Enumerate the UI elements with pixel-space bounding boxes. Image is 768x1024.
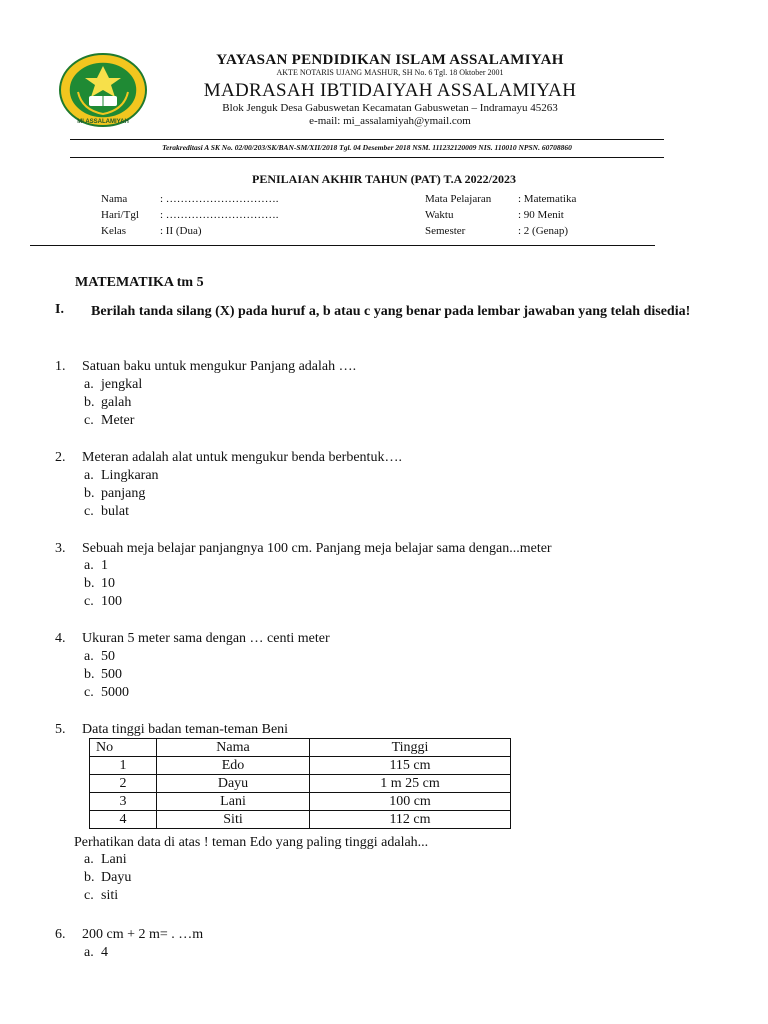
option-text: siti	[101, 888, 119, 903]
question-6	[0, 926, 768, 944]
date-field[interactable]: : ………………………….	[160, 209, 279, 221]
q1-option-b[interactable]	[84, 394, 131, 412]
option-letter: a.	[84, 377, 94, 392]
question-number: 4.	[55, 631, 66, 646]
table-cell: 1 m 25 cm	[310, 775, 511, 793]
table-cell: 4	[90, 811, 157, 829]
header-divider-top	[70, 139, 664, 140]
option-letter: c.	[84, 888, 94, 903]
name-field[interactable]: : ………………………….	[160, 193, 279, 205]
question-5-followup: Perhatikan data di atas ! teman Edo yang paling tinggi adalah...	[74, 835, 429, 850]
option-letter: c.	[84, 504, 94, 519]
question-3	[0, 540, 768, 558]
question-number: 5.	[55, 722, 66, 737]
q1-option-a[interactable]	[84, 376, 142, 394]
option-letter: c.	[84, 594, 94, 609]
option-text: 5000	[101, 685, 129, 700]
date-label: Hari/Tgl	[101, 209, 139, 221]
time-label: Waktu	[425, 209, 454, 221]
question-number: 2.	[55, 450, 66, 465]
foundation-name: YAYASAN PENDIDIKAN ISLAM ASSALAMIYAH	[216, 52, 564, 68]
option-text: jengkal	[101, 377, 143, 392]
table-cell: Lani	[157, 793, 310, 811]
table-row	[90, 757, 511, 775]
q3-option-a[interactable]	[84, 557, 108, 575]
q4-option-c[interactable]	[84, 684, 129, 702]
q2-option-b[interactable]	[84, 485, 145, 503]
subject-label: Mata Pelajaran	[425, 193, 492, 205]
option-text: Lingkaran	[101, 468, 159, 483]
question-text: Data tinggi badan teman-teman Beni	[82, 722, 289, 737]
option-text: panjang	[101, 486, 146, 501]
option-letter: b.	[84, 395, 95, 410]
table-cell: Siti	[157, 811, 310, 829]
option-text: 4	[101, 945, 108, 960]
table-cell: 3	[90, 793, 157, 811]
question-text: 200 cm + 2 m= . …m	[82, 927, 204, 942]
option-text: Dayu	[101, 870, 132, 885]
question-number: 1.	[55, 359, 66, 374]
table-header-no: No	[90, 739, 157, 757]
table-header-row	[90, 739, 511, 757]
q5-option-b[interactable]	[84, 869, 131, 887]
question-number: 3.	[55, 541, 66, 556]
time-value: : 90 Menit	[518, 209, 564, 221]
question-text: Meteran adalah alat untuk mengukur benda berbentuk….	[82, 450, 402, 465]
logo-text: MI ASSALAMIYAH	[77, 119, 129, 125]
option-text: galah	[101, 395, 132, 410]
question-2	[0, 449, 768, 467]
option-text: 100	[101, 594, 122, 609]
notary-deed: AKTE NOTARIS UJANG MASHUR, SH No. 6 Tgl. 18 Oktober 2001	[276, 68, 504, 77]
question-1	[0, 358, 768, 376]
option-letter: b.	[84, 486, 95, 501]
option-text: 1	[101, 558, 108, 573]
option-letter: a.	[84, 558, 94, 573]
question-4	[0, 630, 768, 648]
table-cell: 100 cm	[310, 793, 511, 811]
option-text: 10	[101, 576, 115, 591]
question-5	[0, 721, 768, 739]
section-heading: MATEMATIKA tm 5	[75, 275, 204, 290]
option-text: 50	[101, 649, 115, 664]
semester-value: : 2 (Genap)	[518, 225, 569, 237]
exam-title: PENILAIAN AKHIR TAHUN (PAT) T.A 2022/2023	[251, 172, 517, 186]
table-header-name: Nama	[157, 739, 310, 757]
table-cell: 115 cm	[310, 757, 511, 775]
accreditation-line: Terakreditasi A SK No. 02/00/203/SK/BAN-SM/XII/2018 Tgl. 04 Desember 2018 NSM. 111232120009 NIS. 110010 NPSN. 60708860	[162, 143, 572, 152]
question-text: Satuan baku untuk mengukur Panjang adalah ….	[82, 359, 357, 374]
instruction-text: Berilah tanda silang (X) pada huruf a, b atau c yang benar pada lembar jawaban yang telah disedia!	[91, 304, 691, 319]
q4-option-b[interactable]	[84, 666, 122, 684]
option-text: bulat	[101, 504, 129, 519]
table-cell: 1	[90, 757, 157, 775]
q5-option-a[interactable]	[84, 851, 127, 869]
q5-option-c[interactable]	[84, 887, 118, 905]
identity-divider	[30, 245, 655, 246]
option-letter: a.	[84, 945, 94, 960]
question-text: Sebuah meja belajar panjangnya 100 cm. Panjang meja belajar sama dengan...meter	[82, 541, 552, 556]
q1-option-c[interactable]	[84, 412, 134, 430]
school-address: Blok Jenguk Desa Gabuswetan Kecamatan Gabuswetan – Indramayu 45263	[222, 102, 558, 114]
option-text: 500	[101, 667, 122, 682]
q2-option-c[interactable]	[84, 503, 129, 521]
option-letter: a.	[84, 852, 94, 867]
q3-option-b[interactable]	[84, 575, 115, 593]
school-logo	[58, 52, 148, 128]
q4-option-a[interactable]	[84, 648, 115, 666]
option-letter: c.	[84, 685, 94, 700]
table-row	[90, 793, 511, 811]
q2-option-a[interactable]	[84, 467, 159, 485]
school-email: e-mail: mi_assalamiyah@ymail.com	[309, 115, 471, 127]
name-label: Nama	[101, 193, 128, 205]
option-letter: b.	[84, 870, 95, 885]
school-name: MADRASAH IBTIDAIYAH ASSALAMIYAH	[203, 80, 577, 101]
table-cell: Dayu	[157, 775, 310, 793]
table-row	[90, 811, 511, 829]
semester-label: Semester	[425, 225, 466, 237]
table-cell: 2	[90, 775, 157, 793]
instruction-number: I.	[55, 302, 64, 317]
option-letter: a.	[84, 649, 94, 664]
table-cell: 112 cm	[310, 811, 511, 829]
q6-option-a[interactable]	[84, 944, 108, 962]
table-header-height: Tinggi	[310, 739, 511, 757]
option-letter: c.	[84, 413, 94, 428]
subject-value: : Matematika	[518, 193, 577, 205]
q3-option-c[interactable]	[84, 593, 122, 611]
option-letter: b.	[84, 667, 95, 682]
table-cell: Edo	[157, 757, 310, 775]
option-text: Lani	[101, 852, 127, 867]
question-number: 6.	[55, 927, 66, 942]
table-row	[90, 775, 511, 793]
option-letter: b.	[84, 576, 95, 591]
header-divider-bottom	[70, 157, 664, 158]
class-label: Kelas	[101, 225, 127, 237]
height-data-table	[89, 738, 511, 829]
class-value: : II (Dua)	[160, 225, 202, 237]
option-letter: a.	[84, 468, 94, 483]
question-text: Ukuran 5 meter sama dengan … centi meter	[82, 631, 330, 646]
option-text: Meter	[101, 413, 135, 428]
